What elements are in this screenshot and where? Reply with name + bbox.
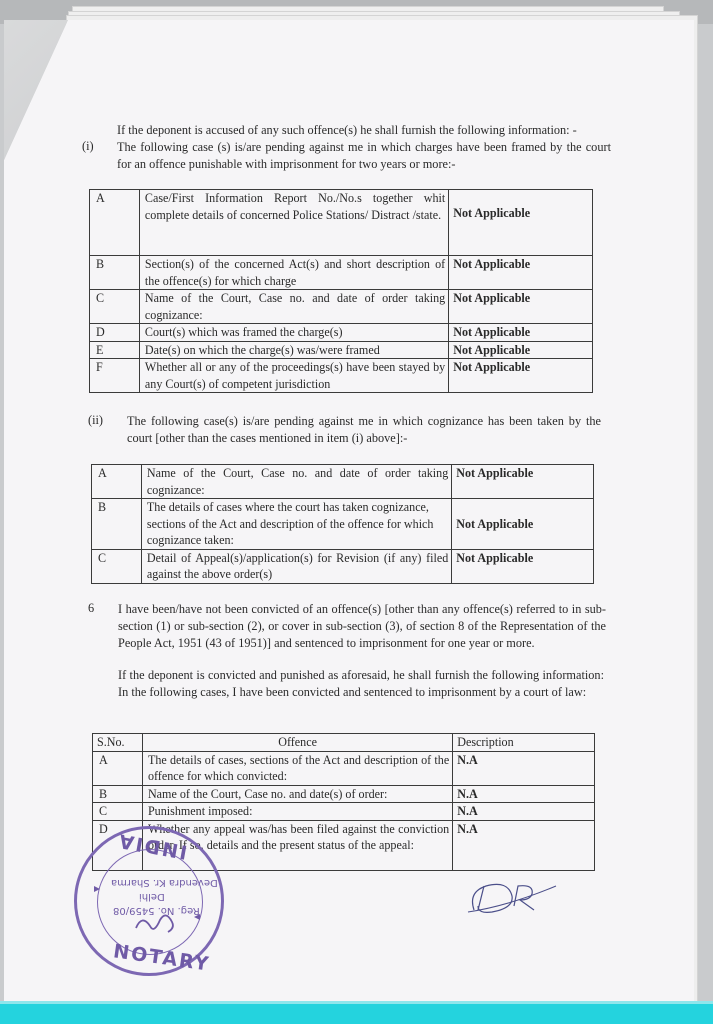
table-row	[92, 549, 594, 583]
row-letter: C	[92, 549, 142, 583]
row-value: Not Applicable	[449, 341, 593, 359]
row-description: The details of cases where the court has taken cognizance, sections of the Act and description of the offence for which cognizance taken:	[141, 499, 451, 550]
row-description: Name of the Court, Case no. and date(s) of order:	[142, 785, 452, 803]
section-6-text: I have been/have not been convicted of an offence(s) [other than any offence(s) referred to in sub- section (1) or sub-section (2), or cover in sub-section (3), of section 8 of the Representation of the People Act, 1951 (43 of 1951)] and sentenced to imprisonment for one year or more.	[118, 602, 606, 650]
stamp-signature-icon	[74, 826, 224, 976]
row-description: Whether all or any of the proceedings(s) have been stayed by any Court(s) of competent jurisdiction	[139, 359, 448, 393]
table-row	[90, 341, 593, 359]
row-letter: C	[93, 803, 143, 821]
row-description: Section(s) of the concerned Act(s) and short description of the offence(s) for which charge	[139, 256, 448, 290]
row-value: Not Applicable	[449, 190, 593, 256]
row-value: Not Applicable	[449, 359, 593, 393]
row-description: Detail of Appeal(s)/application(s) for Revision (if any) filed against the above order(s)	[141, 549, 451, 583]
row-value: Not Applicable	[449, 324, 593, 342]
row-letter: B	[92, 499, 142, 550]
stamp-name: Devendra Kr. Sharma	[111, 877, 218, 888]
row-letter: E	[90, 341, 140, 359]
section-ii-table	[91, 464, 594, 584]
table-header-row	[93, 734, 595, 752]
stamp-reg: Reg. No. 5459/08	[113, 905, 200, 916]
section-6-text2: If the deponent is convicted and punished as aforesaid, he shall furnish the following information: In the following cases, I have been convicted and sentenced to imprisonment by a court of law:	[118, 668, 604, 699]
row-description: Name of the Court, Case no. and date of order taking cognizance:	[139, 290, 448, 324]
row-value: N.A	[453, 751, 595, 785]
row-letter: D	[90, 324, 140, 342]
row-letter: A	[92, 465, 142, 499]
section-i-text: The following case (s) is/are pending against me in which charges have been framed by the court for an offence punishable with imprisonment for two years or more:-	[117, 140, 611, 171]
row-value: N.A	[453, 785, 595, 803]
row-description: Punishment imposed:	[142, 803, 452, 821]
section-i-table	[89, 189, 593, 393]
row-value: Not Applicable	[449, 290, 593, 324]
row-letter: B	[93, 785, 143, 803]
stamp-top-text: INDIA	[115, 829, 189, 863]
header-sno: S.No.	[93, 734, 143, 752]
header-description: Description	[453, 734, 595, 752]
table-row	[90, 324, 593, 342]
section-i-intro: If the deponent is accused of any such offence(s) he shall furnish the following information: -	[117, 123, 577, 137]
header-offence: Offence	[142, 734, 452, 752]
section-i-number: (i)	[82, 139, 94, 153]
row-value: N.A	[453, 820, 595, 870]
table-row	[93, 803, 595, 821]
notary-stamp	[74, 826, 224, 976]
row-description: Whether any appeal was/has been filed against the conviction order. If so, details and the present status of the appeal:	[142, 820, 452, 870]
table-row	[93, 785, 595, 803]
row-description: Case/First Information Report No./No.s together whit complete details of concerned Police Stations/ Distract /state.	[139, 190, 448, 256]
row-value: Not Applicable	[452, 499, 594, 550]
row-letter: A	[93, 751, 143, 785]
row-letter: A	[90, 190, 140, 256]
table-row	[90, 359, 593, 393]
section-ii-text: The following case(s) is/are pending against me in which cognizance has been taken by the court [other than the cases mentioned in item (i) above]:-	[127, 414, 601, 445]
row-value: Not Applicable	[449, 256, 593, 290]
scan-strip	[0, 1004, 713, 1024]
signature-initials-icon	[462, 872, 562, 922]
row-description: Date(s) on which the charge(s) was/were framed	[139, 341, 448, 359]
row-letter: F	[90, 359, 140, 393]
table-row	[92, 465, 594, 499]
table-row	[90, 190, 593, 256]
table-row	[90, 290, 593, 324]
row-value: Not Applicable	[452, 465, 594, 499]
section-ii-number: (ii)	[88, 413, 104, 427]
section-6-number: 6	[88, 601, 95, 615]
table-row	[92, 499, 594, 550]
row-description: Name of the Court, Case no. and date of order taking cognizance:	[141, 465, 451, 499]
row-letter: B	[90, 256, 140, 290]
table-row	[90, 256, 593, 290]
row-letter: D	[93, 820, 143, 870]
table-row	[93, 751, 595, 785]
row-description: Court(s) which was framed the charge(s)	[139, 324, 448, 342]
row-description: The details of cases, sections of the Act and description of the offence for which convicted:	[142, 751, 452, 785]
stamp-bottom-text: NOTARY	[111, 940, 212, 976]
stamp-city: Delhi	[139, 891, 165, 902]
row-letter: C	[90, 290, 140, 324]
row-value: Not Applicable	[452, 549, 594, 583]
row-value: N.A	[453, 803, 595, 821]
